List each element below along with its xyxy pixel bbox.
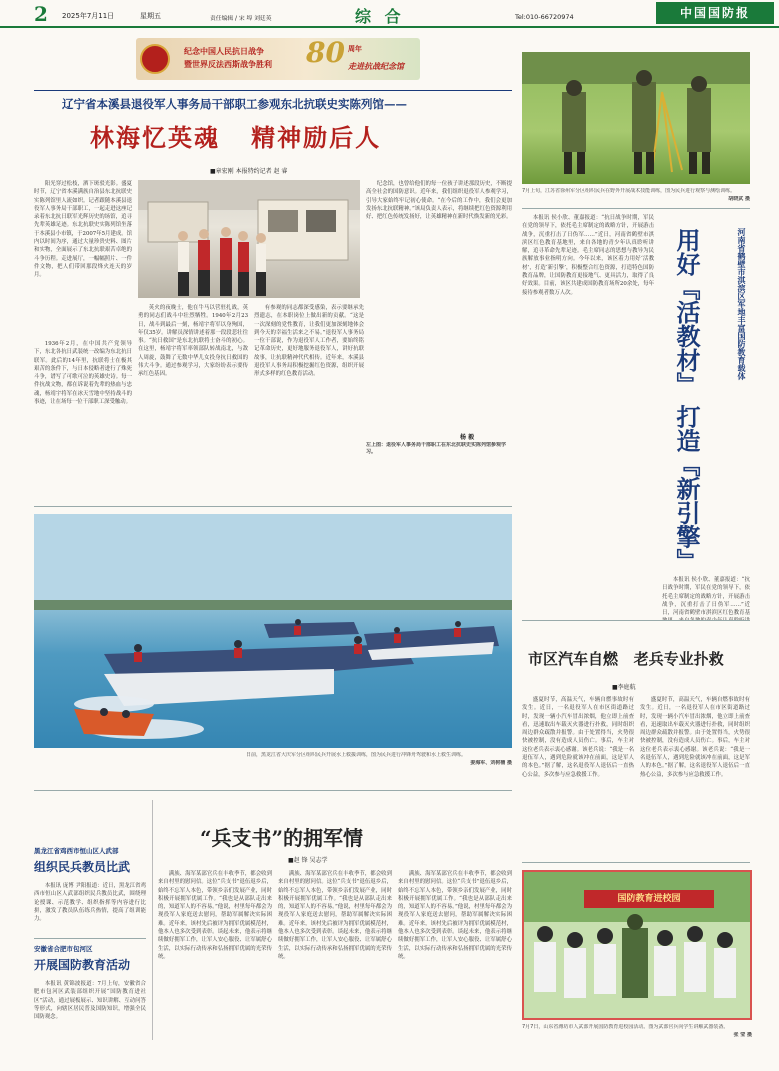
lead-col4: 有参观的同志都深受感染，表示要继承先烈遗志，在本职岗位上做出新的贡献。“这是一次深刻的党性教育，让我们更加深刻地体会到今天的幸福生活来之不易。”退役军人事务局一位干部说，作为退役军人工作者，要始终铭记革命历史，更好地服务退役军人，讲好抗联故事，让抗联精神代代相传。近年来，本溪县退役军人事务局积极挖掘红色资源，组织开展形式多样的红色教育活动。 — [254, 305, 364, 378]
divider — [522, 620, 750, 621]
lead-col3: 英火的夜晚士，他在牛马以营驻扎战，英勇的同志们战斗中壮烈牺牲。1940年2月23日，战斗到最后一刻，杨靖宇将军以身殉国，年仅35岁。讲解员深情讲述着那一段段悲壮往事。“抗日救国”是东北抗联将士奋斗的初心。在这里，杨靖宇将军率领部队转战南北，与敌人周旋，鼓舞了无数中华儿女投身抗日救国的伟大斗争。通过参观学习，大家纷纷表示要传承红色基因。 — [138, 305, 248, 378]
lead-author: 杨 毅 — [460, 434, 475, 441]
lead-caption: 左上图：退役军人事务局干部职工在东北抗联史实陈列馆参观学习。 — [366, 442, 507, 455]
boat-photo-figure — [34, 514, 512, 748]
brief1-kicker: 黑龙江省鸡西市恒山区人武部 — [34, 847, 119, 855]
right-headline: 用好『活教材』 打造『新引擎』 — [672, 228, 701, 573]
museum-photo-figure — [138, 180, 360, 298]
letters-title: “兵支书”的拥军情 — [200, 826, 364, 850]
school-photo — [522, 870, 752, 1020]
letters-col2: 满族、海军某部官兵在丰收季节，都会收到来自村里的慰问信。这位“兵支书”退伍返乡后，始终不忘军人本色，带领乡亲们发展产业，同时积极开展拥军优属工作。“我也是从部队走出来的，知道军人的不容易。”他说，村里每年都会为现役军人家庭送去慰问，帮助军属解决实际困难。近年来，该村先后被评为拥军优属模范村，他本人也多次受到表彰。谈起未来，他表示将继续做好拥军工作，让军人安心服役、让军属舒心生活，以实际行动传承和弘扬拥军优属的光荣传统。 — [278, 871, 392, 960]
date: 2025年7月11日 — [62, 12, 115, 20]
banner-line1: 纪念中国人民抗日战争 — [184, 46, 264, 56]
lead-byline: ■章宏刚 本报特约记者 赵 睿 — [210, 168, 288, 175]
masthead — [0, 0, 779, 28]
right-headline-kicker: 河南省鹤壁市淇滨区军地丰富国防教育载体 — [737, 228, 747, 380]
fire-col2: 盛夏时节，高温天气，车辆自燃事故时有发生。近日，一名退役军人在市区街道路过时，发现一辆小汽车冒出浓烟，他立即上前查看，迅速取出车载灭火器进行扑救，同时组织周边群众疏散并报警。由于处置得当，火势很快被控制，没有造成人员伤亡。事后，车主对这位老兵表示衷心感谢。该老兵说：“我是一名退伍军人，遇到危险就该冲在前面，这是军人的本色。”据了解，这名退役军人退伍后一直热心公益，多次参与应急救援工作。 — [640, 697, 750, 778]
letters-col3: 满族、海军某部官兵在丰收季节，都会收到来自村里的慰问信。这位“兵支书”退伍返乡后，始终不忘军人本色，带领乡亲们发展产业，同时积极开展拥军优属工作。“我也是从部队走出来的，知道军人的不容易。”他说，村里每年都会为现役军人家庭送去慰问，帮助军属解决实际困难。近年来，该村先后被评为拥军优属模范村，他本人也多次受到表彰。谈起未来，他表示将继续做好拥军工作，让军人安心服役、让军属舒心生活，以实际行动传承和弘扬拥军优属的光荣传统。 — [398, 871, 512, 960]
page-number: 2 — [34, 2, 48, 26]
school-caption: 7月7日，山东省潍坊市人武部开展国防教育进校园活动。图为武部官兵向学生讲解武器装备。 — [522, 1024, 729, 1030]
telephone: Tel:010-66720974 — [515, 13, 574, 21]
brief2-headline: 开展国防教育活动 — [34, 958, 131, 972]
fire-col1: 盛夏时节，高温天气，车辆自燃事故时有发生。近日，一名退役军人在市区街道路过时，发现一辆小汽车冒出浓烟，他立即上前查看，迅速取出车载灭火器进行扑救，同时组织周边群众疏散并报警。由于处置得当，火势很快被控制，没有造成人员伤亡。事后，车主对这位老兵表示衷心感谢。该老兵说：“我是一名退伍军人，遇到危险就该冲在前面，这是军人的本色。”据了解，这名退役军人退伍后一直热心公益，多次参与应急救援工作。 — [522, 697, 634, 778]
brief2-body: 本报讯 黄锦波报道：7月上旬，安徽省合肥市包河区武装部组织开展“国防教育进社区”活动，通过展板展示、知识讲解、互动问答等形式，向辖区居民普及国防知识，增强全民国防观念。 — [34, 981, 146, 1021]
banner-slogan: 走进抗战纪念馆 — [348, 61, 404, 71]
boat-photo — [34, 514, 512, 748]
divider — [522, 208, 750, 209]
divider — [34, 790, 512, 791]
divider — [522, 862, 750, 863]
banner-line2: 暨世界反法西斯战争胜利 — [184, 59, 272, 69]
letters-byline: ■赵 锋 吴志学 — [288, 857, 328, 864]
divider — [34, 506, 512, 507]
school-banner: 国防教育进校园 — [617, 894, 681, 904]
brief2-kicker: 安徽省合肥市包河区 — [34, 945, 93, 953]
banner-number: 80 — [306, 36, 345, 69]
emblem-icon — [140, 44, 170, 74]
lead-col2: 1936年2月，在中国共产党领导下，东北各抗日武装统一改编为东北抗日联军。此后的14年里，抗联将士在极其艰苦的条件下，与日本侵略者进行了殊死斗争，谱写了可歌可泣的英雄史诗。每一件抗战文物，都在诉说着先辈的热血与忠魂，杨靖宇将军在冰天雪地中坚持战斗的事迹，让在场每一位干部职工深受触动。 — [34, 340, 132, 502]
editors: 责任编辑 / 宋 埠 刘廷英 — [210, 16, 272, 22]
fire-byline: ■李庭航 — [612, 684, 636, 691]
section-title: 综 合 — [355, 7, 405, 26]
brief1-body: 本报讯 庞博 尹阳报道：近日，黑龙江省鸡西市恒山区人武部组织民兵教员比武，围绕理论授课、示范教学、组织指挥等内容进行比拼，激发了教员队伍练兵热情，提高了组训能力。 — [34, 883, 146, 923]
militia-photo-figure — [522, 52, 750, 184]
lead-col5: 纪念馆，也曾给他们的每一位孩子讲述那段历史，不断提高全社会的国防意识。近年来，我们组织退役军人参观学习，引导大家始终牢记初心使命。“在今后的工作中，我们会更加发扬东北抗联精神。”该局负责人表示，将继续把红色资源利用好、把红色传统发扬好，让英雄精神在新时代焕发新的光彩。 — [366, 181, 512, 221]
letters-col1: 满族、海军某部官兵在丰收季节，都会收到来自村里的慰问信。这位“兵支书”退伍返乡后，始终不忘军人本色，带领乡亲们发展产业，同时积极开展拥军优属工作。“我也是从部队走出来的，知道军人的不容易。”他说，村里每年都会为现役军人家庭送去慰问，帮助军属解决实际困难。近年来，该村先后被评为拥军优属模范村，他本人也多次受到表彰。谈起未来，他表示将继续做好拥军工作，让军人安心服役、让军属舒心生活，以实际行动传承和弘扬拥军优属的光荣传统。 — [158, 871, 272, 960]
divider — [152, 800, 153, 1040]
divider — [34, 90, 512, 91]
museum-photo — [138, 180, 360, 298]
militia-photo — [522, 52, 750, 184]
right-continued-text: 本报讯 侯小欣、董嘉报道：“抗日战争时期，军民在党的领导下，依托毛主席制定的战略方针，开展游击战争，沉重打击了日伪军……”近日，河南省鹤壁市淇滨区红色教育基 — [662, 577, 750, 617]
militia-credit: 胡晓武 摄 — [728, 196, 750, 202]
brief1-headline: 组织民兵教员比武 — [34, 860, 131, 874]
divider — [34, 938, 146, 939]
paper-logo: 中国国防报 — [656, 2, 774, 24]
lead-col1: 阳光穿过松枝，洒下斑驳光影。盛夏时节，辽宁省本溪满族自治县东北抗联史实陈列馆里人流如织。记者跟随本溪县退役军人事务局干部职工，一起走进这座记录着东北抗日联军光辉历史的场馆，追寻先辈英雄足迹。东北抗联史实陈列馆坐落于本溪县小市镇，于2007年5月建成。馆内以时间为序，通过大量珍贵史料、图片和实物，全面展示了东北抗联艰苦卓绝的斗争历程。走进展厅，一幅幅照片、一件件文物，把人们带回那段烽火连天的岁月。 — [34, 181, 132, 279]
lead-title: 林海忆英魂 精神励后人 — [90, 123, 382, 152]
school-credit: 张 莹 摄 — [733, 1032, 752, 1038]
boat-caption: 日前，黑龙江省大庆军分区组织民兵开展水上救援训练，图为民兵进行冲锋舟驾驶和水上救生训练。 — [246, 752, 467, 758]
weekday: 星期五 — [140, 12, 161, 20]
anniversary-banner — [136, 38, 420, 80]
boat-credit: 姜海军、刘树楠 摄 — [470, 760, 512, 766]
banner-suffix: 周年 — [348, 44, 362, 53]
fire-title: 市区汽车自燃 老兵专业扑救 — [528, 650, 724, 668]
right-top-body: 本报讯 侯小欣、董嘉报道：“抗日战争时期，军民在党的领导下，依托毛主席制定的战略方针，开展游击战争，沉重打击了日伪军……”近日，河南省鹤壁市淇滨区红色教育基地里，来自各地的青少年认真聆听讲解，追寻革命先辈足迹。毛主席同志的思想与教导为民族解放事业指明方向。今年以来，该区着力用好‘活教材’，打造‘新引擎’，积极整合红色资源，打造特色国防教育品牌，让国防教育更接地气、更具活力，取得了良好效果。目前，该区共建成国防教育场所20余处，每年接待参观者数万人次。 — [522, 215, 654, 296]
militia-caption: 7月上旬，江苏省徐州军分区组织民兵在野外开展战术技能训练，图为民兵进行观察与测绘训练。 — [522, 188, 736, 194]
lead-kicker: 辽宁省本溪县退役军人事务局干部职工参观东北抗联史实陈列馆—— — [62, 97, 407, 111]
